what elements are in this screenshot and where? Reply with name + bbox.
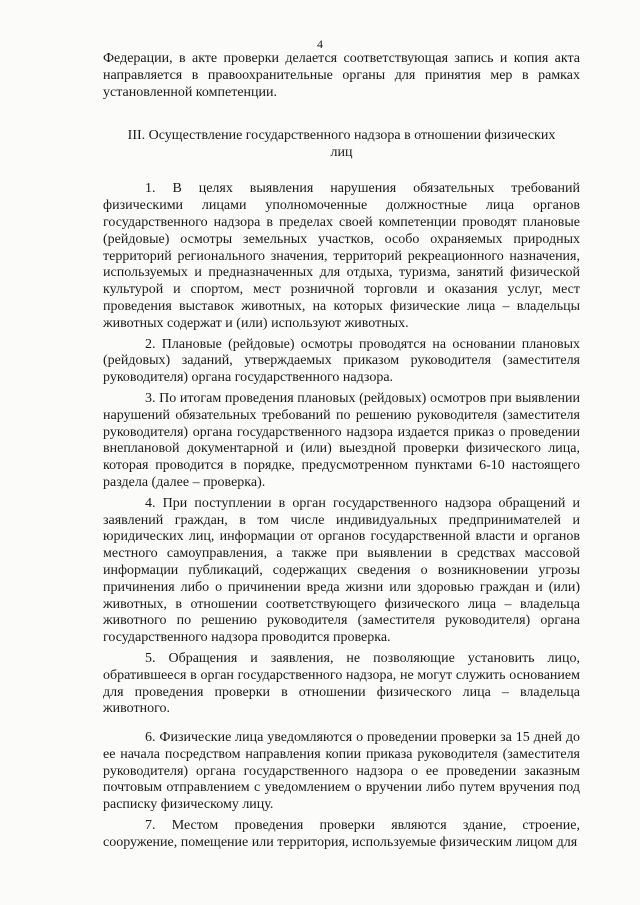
document-body: [103, 51, 580, 852]
paragraph-1: 1. В целях выявления нарушения обязательных требований физическими лицами уполномоченные должностные лица органов государственного надзора в пределах своей компетенции проводят плановые (рейдовые) осмотры земельных участков, особо охраняемых природных территорий регионального значения, территорий рекреационного назначения, используемых и предназначенных для отдыха, туризма, занятий физической культурой и спортом, мест розничной торговли и оказания услуг, мест проведения выставок животных, на которых физические лица – владельцы животных содержат и (или) используют животных.: [103, 181, 580, 331]
paragraph-6: 6. Физические лица уведомляются о проведении проверки за 15 дней до ее начала посредством направления копии приказа руководителя (заместителя руководителя) органа государственного надзора о ее проведении заказным почтовым отправлением с уведомлением о вручении либо путем вручения под расписку физическому лицу.: [103, 730, 580, 813]
paragraph-2: 2. Плановые (рейдовые) осмотры проводятся на основании плановых (рейдовых) заданий, утверждаемых приказом руководителя (заместителя руководителя) органа государственного надзора.: [103, 336, 580, 386]
paragraph-7: 7. Местом проведения проверки являются здание, строение, сооружение, помещение или территория, используемые физическим лицом для: [103, 818, 580, 850]
page-number: 4: [317, 37, 323, 51]
intro-paragraph: Федерации, в акте проверки делается соответствующая запись и копия акта направляется в правоохранительные органы для принятия мер в рамках установленной компетенции.: [103, 51, 580, 100]
paragraph-3: 3. По итогам проведения плановых (рейдовых) осмотров при выявлении нарушений обязательных требований по решению руководителя (заместителя руководителя) органа государственного надзора издается приказ о проведении внеплановой документарной и (или) выездной проверки физического лица, которая проводится в порядке, предусмотренном пунктами 6-10 настоящего раздела (далее – проверка).: [103, 390, 580, 490]
paragraph-4: 4. При поступлении в орган государственного надзора обращений и заявлений граждан, в том числе индивидуальных предпринимателей и юридических лиц, информации от органов государственной власти и органов местного самоуправления, а также при выявлении в средствах массовой информации публикаций, содержащих сведения о возникновении угрозы причинения либо о причинении вреда жизни или здоровью граждан и (или) животных, в отношении соответствующего физического лица – владельца животного по решению руководителя (заместителя руководителя) органа государственного надзора проводится проверка.: [103, 495, 580, 646]
paragraph-5: 5. Обращения и заявления, не позволяющие установить лицо, обратившееся в орган государственного надзора, не могут служить основанием для проведения проверки в отношении физического лица – владельца животного.: [103, 650, 580, 717]
section-heading: III. Осуществление государственного надзора в отношении физических лиц: [127, 128, 556, 161]
